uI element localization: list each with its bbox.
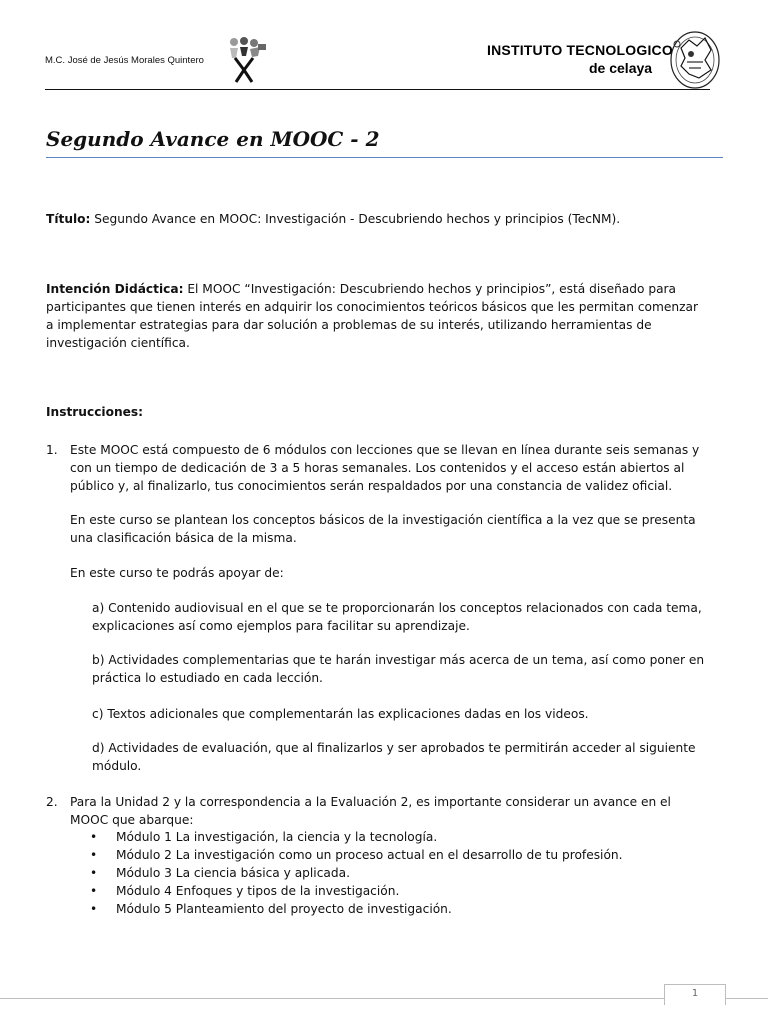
instruction-item-2 xyxy=(46,793,726,923)
titulo-paragraph xyxy=(46,210,726,228)
titulo-text: Segundo Avance en MOOC: Investigación - Descubriendo hechos y principios (TecNM). xyxy=(94,212,621,226)
item-number: 2. xyxy=(46,795,58,809)
footer-divider xyxy=(0,998,768,999)
intencion-line: El MOOC “Investigación: Descubriendo hechos y principios”, está diseñado para xyxy=(187,282,677,296)
item1-c-line: c) Textos adicionales que complementarán las explicaciones dadas en los videos. xyxy=(92,707,589,721)
item1-line: Este MOOC está compuesto de 6 módulos con lecciones que se llevan en línea durante seis semanas y xyxy=(70,443,700,457)
module-list-item: Módulo 5 Planteamiento del proyecto de investigación. xyxy=(116,902,452,916)
bullet-marker: • xyxy=(90,830,98,844)
item1-line: con un tiempo de dedicación de 3 a 5 horas semanales. Los contenidos y el acceso están abiertos al xyxy=(70,461,685,475)
item1-a-line: a) Contenido audiovisual en el que se te proporcionarán los conceptos relacionados con cada tema, xyxy=(92,601,702,615)
header-divider xyxy=(45,89,710,90)
institution-city: de celaya xyxy=(589,60,653,76)
document-title: Segundo Avance en MOOC - 2 xyxy=(46,127,380,151)
bullet-marker: • xyxy=(90,884,98,898)
title-divider xyxy=(46,157,723,158)
bullet-marker: • xyxy=(90,902,98,916)
module-list-item: Módulo 2 La investigación como un proceso actual en el desarrollo de tu profesión. xyxy=(116,848,623,862)
intencion-label: Intención Didáctica: xyxy=(46,282,184,296)
titulo-label: Título: xyxy=(46,212,91,226)
module-list-item: Módulo 1 La investigación, la ciencia y la tecnología. xyxy=(116,830,438,844)
item1-para3: En este curso te podrás apoyar de: xyxy=(70,566,284,580)
instrucciones-label: Instrucciones: xyxy=(46,405,144,419)
item1-para2-line: En este curso se plantean los conceptos básicos de la investigación científica a la vez que se presenta xyxy=(70,513,696,527)
item2-line: Para la Unidad 2 y la correspondencia a la Evaluación 2, es importante considerar un avance en el xyxy=(70,795,671,809)
institution-name: INSTITUTO TECNOLOGICO xyxy=(487,42,673,58)
module-list-item: Módulo 3 La ciencia básica y aplicada. xyxy=(116,866,350,880)
bullet-marker: • xyxy=(90,848,98,862)
item1-b-line: práctica lo estudiado en cada lección. xyxy=(92,671,323,685)
item1-para2-line: una clasificación básica de la misma. xyxy=(70,531,297,545)
intencion-paragraph xyxy=(46,280,726,352)
item1-d-line: d) Actividades de evaluación, que al finalizarlos y ser aprobados te permitirán acceder al siguiente xyxy=(92,741,696,755)
item2-line: MOOC que abarque: xyxy=(70,813,194,827)
item-number: 1. xyxy=(46,443,58,457)
instruction-item-1 xyxy=(46,441,726,781)
item1-b-line: b) Actividades complementarias que te harán investigar más acerca de un tema, así como poner en xyxy=(92,653,705,667)
people-figures-logo xyxy=(220,36,268,84)
intencion-line: investigación científica. xyxy=(46,336,190,350)
item1-line: público y, al finalizarlo, tus conocimientos serán respaldados por una constancia de validez oficial. xyxy=(70,479,673,493)
item1-d-line: módulo. xyxy=(92,759,142,773)
page-number: 1 xyxy=(691,988,699,999)
intencion-line: participantes que tienen interés en adquirir los conocimientos teóricos básicos que les permitan comenzar xyxy=(46,300,698,314)
itc-seal-logo xyxy=(669,30,721,90)
intencion-line: a implementar estrategias para dar solución a problemas de su interés, utilizando herramientas de xyxy=(46,318,652,332)
bullet-marker: • xyxy=(90,866,98,880)
module-list-item: Módulo 4 Enfoques y tipos de la investigación. xyxy=(116,884,400,898)
item1-a-line: explicaciones así como ejemplos para facilitar su aprendizaje. xyxy=(92,619,470,633)
header-author: M.C. José de Jesús Morales Quintero xyxy=(45,55,204,66)
page-number-box xyxy=(664,984,726,1005)
